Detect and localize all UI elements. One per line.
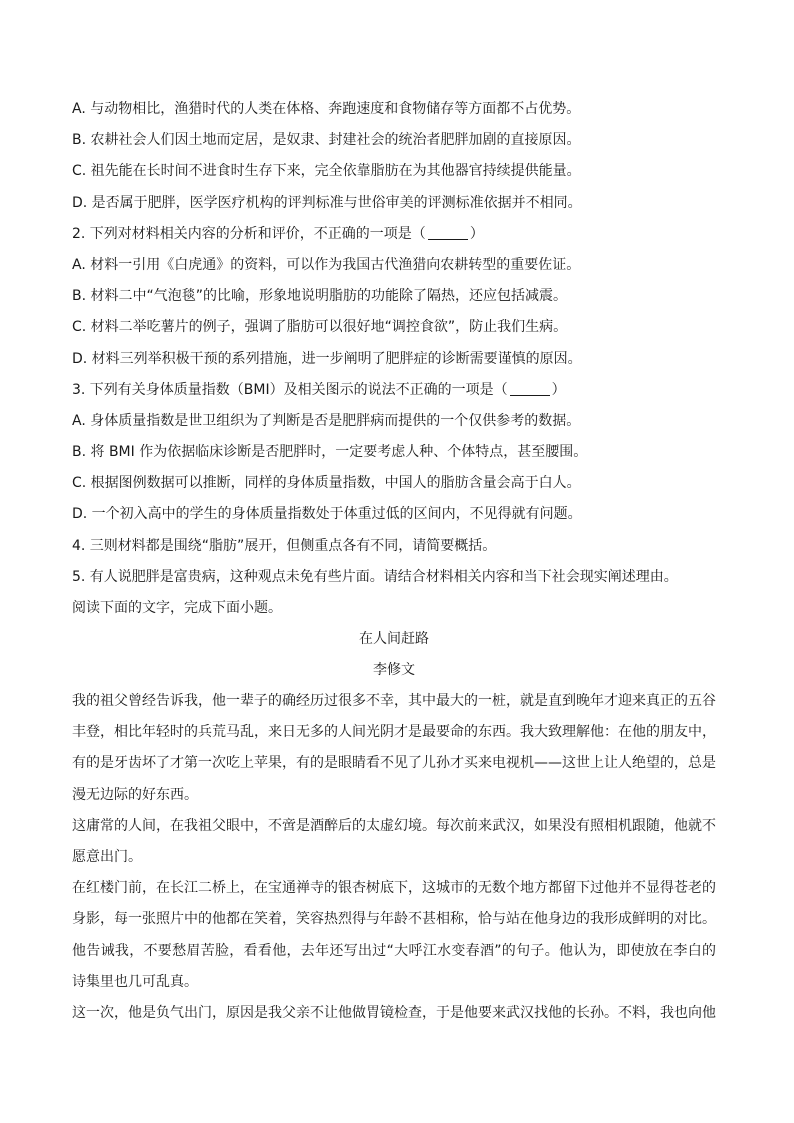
- article-paragraph-4: 这一次，他是负气出门，原因是我父亲不让他做胃镜检查，于是他要来武汉找他的长孙。不料，我也向他: [72, 1005, 716, 1021]
- q3-option-c: C. 根据图例数据可以推断，同样的身体质量指数，中国人的脂肪含量会高于白人。: [72, 475, 581, 492]
- q2-stem-text: 2. 下列对材料相关内容的分析和评价，不正确的一项是（: [72, 225, 426, 242]
- document-page: [72, 99, 716, 1035]
- q1-option-d: D. 是否属于肥胖，医学医疗机构的评判标准与世俗审美的评测标准依据并不相同。: [72, 194, 582, 211]
- article-title: 在人间赶路: [359, 631, 429, 648]
- q2-option-a: A. 材料一引用《白虎通》的资料，可以作为我国古代渔猎向农耕转型的重要佐证。: [72, 256, 581, 273]
- q3-stem-close: ）: [551, 381, 566, 398]
- q5-stem: 5. 有人说肥胖是富贵病，这种观点未免有些片面。请结合材料相关内容和当下社会现实阐述理由。: [72, 568, 678, 585]
- article-paragraph-1: 我的祖父曾经告诉我，他一辈子的确经历过很多不幸，其中最大的一桩，就是直到晚年才迎来真正的五谷丰登，相比年轻时的兵荒马乱，来日无多的人间光阴才是最要命的东西。我大致理解他：在他的朋友中，有的是牙齿坏了才第一次吃上苹果，有的是眼睛看不见了儿孙才买来电视机——这世上让人绝望的，总是漫无边际的好东西。: [72, 692, 716, 803]
- q2-option-d: D. 材料三列举积极干预的系列措施，进一步阐明了肥胖症的诊断需要谨慎的原因。: [72, 350, 582, 367]
- q3-option-d: D. 一个初入高中的学生的身体质量指数处于体重过低的区间内，不见得就有问题。: [72, 506, 582, 523]
- q1-option-c: C. 祖先能在长时间不进食时生存下来，完全依靠脂肪在为其他器官持续提供能量。: [72, 163, 581, 180]
- answer-blank: [510, 381, 550, 396]
- article-paragraph-3: 在红楼门前，在长江二桥上，在宝通禅寺的银杏树底下，这城市的无数个地方都留下过他并不显得苍老的身影，每一张照片中的他都在笑着，笑容热烈得与年龄不甚相称，恰与站在他身边的我形成鲜明的对比。他告诫我，不要愁眉苦脸，看看他，去年还写出过“大呼江水变春酒”的句子。他认为，即使放在李白的诗集里也几可乱真。: [72, 880, 716, 990]
- q3-stem-text: 3. 下列有关身体质量指数（BMI）及相关图示的说法不正确的一项是（: [72, 381, 508, 398]
- q2-option-c: C. 材料二举吃薯片的例子，强调了脂肪可以很好地“调控食欲”，防止我们生病。: [72, 319, 568, 336]
- q3-option-b: B. 将 BMI 作为依据临床诊断是否肥胖时，一定要考虑人种、个体特点，甚至腰围。: [72, 444, 588, 461]
- q2-stem-close: ）: [469, 225, 484, 242]
- q1-option-b: B. 农耕社会人们因土地而定居，是奴隶、封建社会的统治者肥胖加剧的直接原因。: [72, 132, 581, 149]
- answer-blank: [428, 225, 468, 240]
- article-paragraph-2: 这庸常的人间，在我祖父眼中，不啻是酒醉后的太虚幻境。每次前来武汉，如果没有照相机跟随，他就不愿意出门。: [72, 817, 716, 865]
- article-author: 李修文: [373, 662, 415, 679]
- q1-option-a: A. 与动物相比，渔猎时代的人类在体格、奔跑速度和食物储存等方面都不占优势。: [72, 101, 581, 117]
- q3-option-a: A. 身体质量指数是世卫组织为了判断是否是肥胖病而提供的一个仅供参考的数据。: [72, 412, 581, 429]
- q2-stem: [72, 224, 716, 244]
- q4-stem: 4. 三则材料都是围绕“脂肪”展开，但侧重点各有不同，请简要概括。: [72, 537, 497, 554]
- q2-option-b: B. 材料二中“气泡毯”的比喻，形象地说明脂肪的功能除了隔热，还应包括减震。: [72, 288, 568, 305]
- reading-instruction: 阅读下面的文字，完成下面小题。: [72, 600, 282, 616]
- q3-stem: [72, 380, 716, 400]
